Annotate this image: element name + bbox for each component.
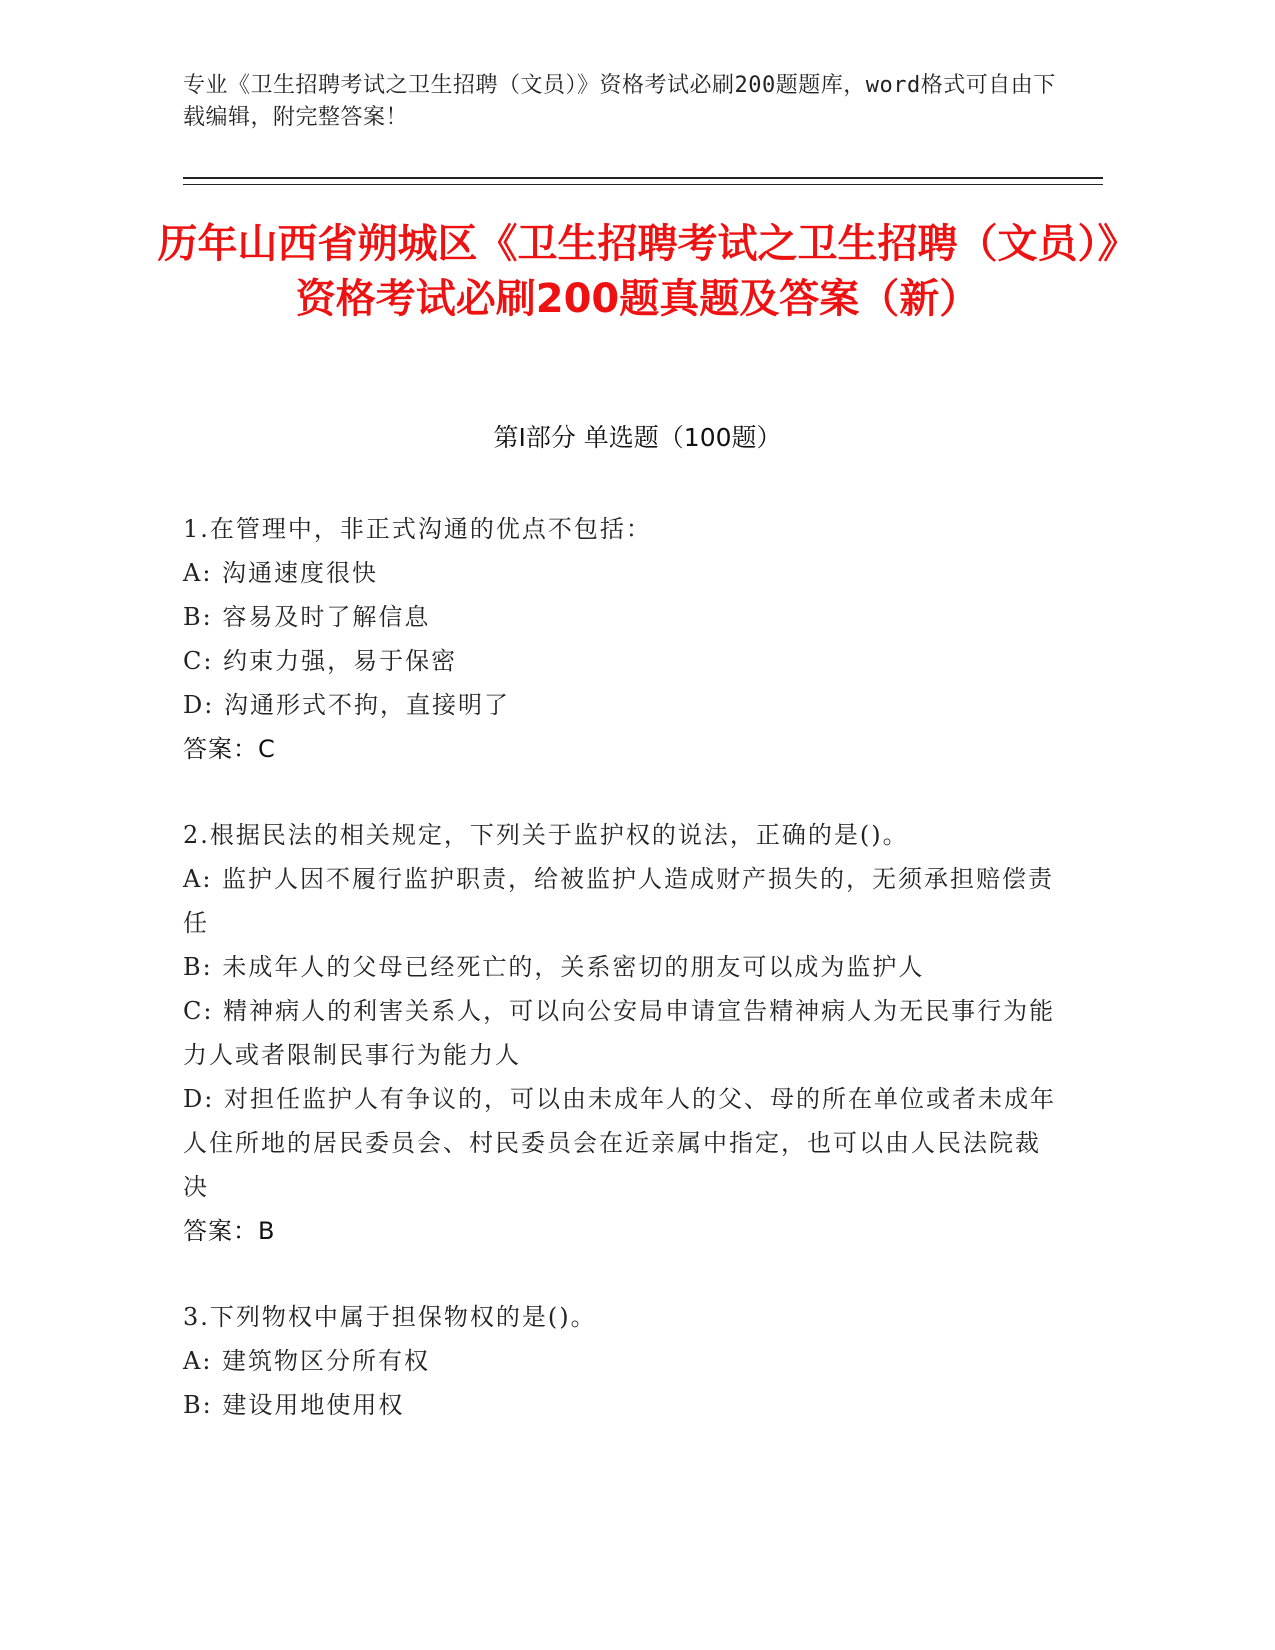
header-divider-thick [183, 177, 1103, 179]
answer: 答案：B [183, 1217, 276, 1245]
option-d: D: 对担任监护人有争议的，可以由未成年人的父、母的所在单位或者未成年人住所地的居民委员会、村民委员会在近亲属中指定，也可以由人民法院裁决 [183, 1085, 1056, 1201]
header-note: 专业《卫生招聘考试之卫生招聘（文员）》资格考试必刷200题题库，word格式可自由下载编辑，附完整答案！ [183, 73, 1056, 130]
option-d: D: 沟通形式不拘，直接明了 [183, 691, 510, 719]
question-2 [183, 813, 1063, 1253]
option-c: C: 约束力强，易于保密 [183, 647, 458, 675]
question-1 [183, 507, 1063, 771]
option-c: C: 精神病人的利害关系人，可以向公安局申请宣告精神病人为无民事行为能力人或者限制民事行为能力人 [183, 997, 1056, 1069]
question-stem: 3.下列物权中属于担保物权的是()。 [183, 1303, 597, 1331]
header-divider-thin [183, 184, 1103, 185]
answer: 答案：C [183, 735, 276, 763]
question-stem: 1.在管理中，非正式沟通的优点不包括： [183, 515, 652, 543]
question-3 [183, 1295, 1063, 1427]
question-list [183, 507, 1063, 1469]
question-stem: 2.根据民法的相关规定，下列关于监护权的说法，正确的是()。 [183, 821, 909, 849]
option-b: B: 容易及时了解信息 [183, 603, 431, 631]
document-title: 历年山西省朔城区《卫生招聘考试之卫生招聘（文员）》资格考试必刷200题真题及答案（新） [157, 221, 1118, 322]
option-a: A: 建筑物区分所有权 [183, 1347, 431, 1375]
option-a: A: 沟通速度很快 [183, 559, 379, 587]
option-b: B: 未成年人的父母已经死亡的，关系密切的朋友可以成为监护人 [183, 953, 925, 981]
option-b: B: 建设用地使用权 [183, 1391, 405, 1419]
option-a: A: 监护人因不履行监护职责，给被监护人造成财产损失的，无须承担赔偿责任 [183, 865, 1055, 937]
section-title: 第I部分 单选题（100题） [493, 423, 782, 452]
